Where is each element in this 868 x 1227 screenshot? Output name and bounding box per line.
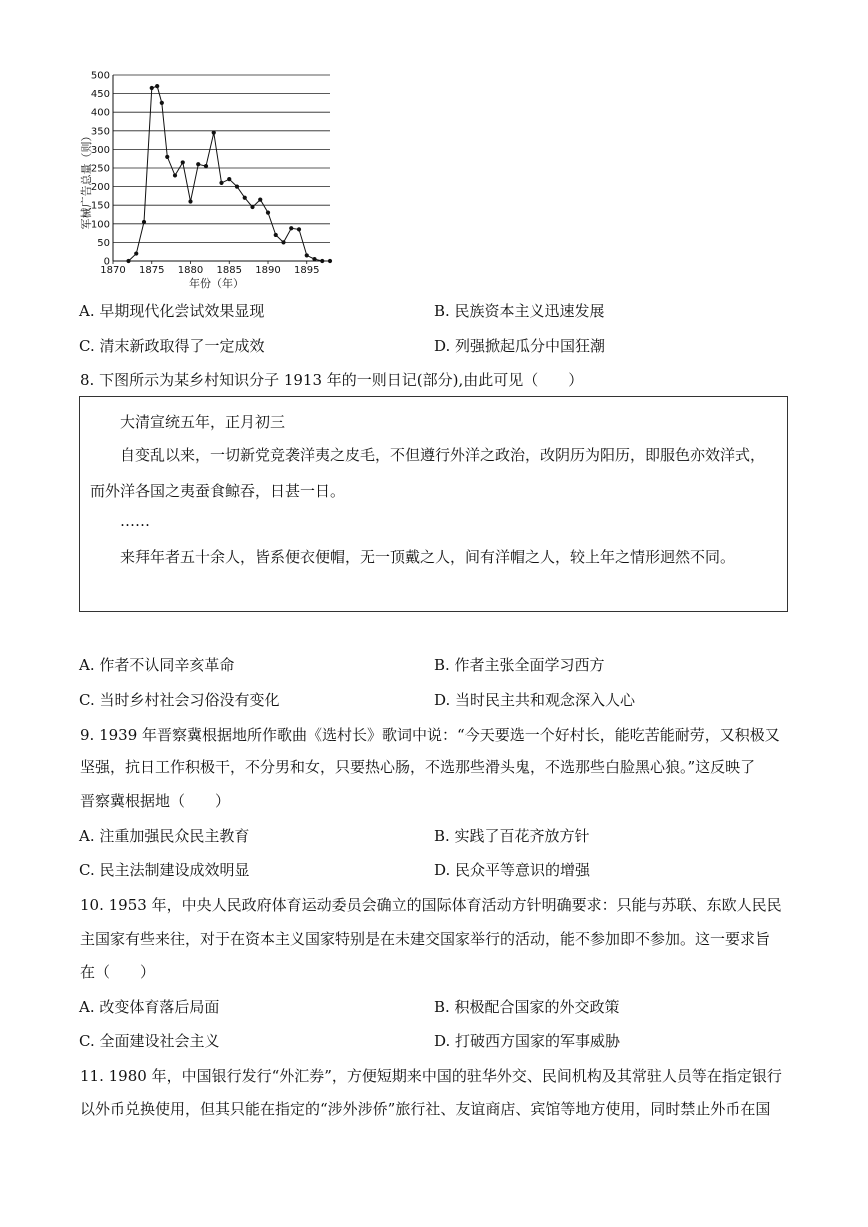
x-tick-label: 1885: [216, 265, 242, 276]
data-point: [181, 160, 185, 164]
y-tick-label: 0: [103, 256, 110, 268]
q9-stem-line-3: 晋察冀根据地（ ）: [80, 792, 231, 810]
data-point: [160, 101, 164, 105]
q9-stem-line-2: 坚强，抗日工作积极干，不分男和女，只要热心肠，不选那些滑头鬼，不选那些白脸黑心狼。”这反映了: [80, 758, 756, 776]
data-point: [212, 131, 216, 135]
q8-option-d[interactable]: D. 当时民主共和观念深入人心: [434, 691, 636, 709]
diary-line-3: 来拜年者五十余人，皆系便衣便帽，无一顶戴之人，间有洋帽之人，较上年之情形迥然不同。: [120, 548, 736, 566]
diary-date: 大清宣统五年，正月初三: [120, 413, 286, 431]
data-point: [266, 211, 270, 215]
q9-option-c[interactable]: C. 民主法制建设成效明显: [79, 861, 250, 879]
data-point: [328, 259, 332, 263]
x-tick-label: 1875: [139, 265, 165, 276]
data-point: [150, 86, 154, 90]
y-tick-label: 150: [90, 200, 110, 212]
data-point: [281, 240, 285, 244]
ad-count-chart: [70, 62, 350, 294]
data-point: [165, 155, 169, 159]
q7-option-c[interactable]: C. 清末新政取得了一定成效: [79, 337, 265, 355]
data-point: [258, 198, 262, 202]
data-point: [274, 233, 278, 237]
data-point: [312, 257, 316, 261]
diary-excerpt-box: [79, 396, 788, 612]
data-point: [219, 181, 223, 185]
data-point: [320, 259, 324, 263]
q11-stem-line-2: 以外币兑换使用，但其只能在指定的“涉外涉侨”旅行社、友谊商店、宾馆等地方使用，同时禁止外币在国: [80, 1100, 771, 1118]
y-axis-label: 军械广告总量（则）: [80, 130, 93, 230]
q10-option-c[interactable]: C. 全面建设社会主义: [79, 1032, 220, 1050]
data-point: [155, 84, 159, 88]
q8-option-a[interactable]: A. 作者不认同辛亥革命: [79, 656, 235, 674]
data-point: [305, 253, 309, 257]
data-point: [188, 199, 192, 203]
q10-stem-line-2: 主国家有些来往，对于在资本主义国家特别是在未建交国家举行的活动，能不参加即不参加。这一要求旨: [80, 930, 771, 948]
q9-option-d[interactable]: D. 民众平等意识的增强: [434, 861, 591, 879]
q10-option-d[interactable]: D. 打破西方国家的军事威胁: [434, 1032, 621, 1050]
diary-ellipsis: ……: [120, 512, 150, 530]
q10-option-a[interactable]: A. 改变体育落后局面: [79, 998, 220, 1016]
q9-option-b[interactable]: B. 实践了百花齐放方针: [434, 827, 590, 845]
data-point: [250, 205, 254, 209]
q10-option-b[interactable]: B. 积极配合国家的外交政策: [434, 998, 620, 1016]
q8-stem: 8. 下图所示为某乡村知识分子 1913 年的一则日记(部分),由此可见（ ）: [80, 371, 584, 389]
y-tick-label: 400: [90, 107, 110, 119]
x-tick-label: 1880: [177, 265, 204, 276]
y-tick-label: 200: [90, 182, 110, 194]
q8-option-b[interactable]: B. 作者主张全面学习西方: [434, 656, 605, 674]
y-tick-label: 100: [90, 219, 110, 231]
q9-stem-line-1: 9. 1939 年晋察冀根据地所作歌曲《选村长》歌词中说：“今天要选一个好村长，能吃苦能耐劳，又积极又: [80, 726, 780, 744]
x-tick-label: 1870: [100, 265, 126, 276]
data-point: [142, 220, 146, 224]
data-point: [134, 251, 138, 255]
data-point: [289, 226, 293, 230]
x-tick-label: 1890: [255, 265, 281, 276]
y-tick-label: 450: [90, 89, 110, 101]
y-tick-label: 50: [97, 237, 110, 249]
q9-option-a[interactable]: A. 注重加强民众民主教育: [79, 827, 250, 845]
y-tick-label: 350: [90, 126, 110, 138]
y-tick-label: 500: [90, 70, 110, 82]
x-tick-label: 1895: [294, 265, 320, 276]
diary-line-1: 自变乱以来，一切新党竞袭洋夷之皮毛，不但遵行外洋之政治，改阴历为阳历，即服色亦效洋式，: [120, 446, 766, 464]
data-point: [227, 177, 231, 181]
data-point: [243, 196, 247, 200]
q8-option-c[interactable]: C. 当时乡村社会习俗没有变化: [79, 691, 280, 709]
q7-option-a[interactable]: A. 早期现代化尝试效果显现: [79, 302, 265, 320]
q7-option-d[interactable]: D. 列强掀起瓜分中国狂潮: [434, 337, 606, 355]
y-tick-label: 250: [90, 163, 110, 175]
data-point: [126, 259, 130, 263]
y-tick-label: 300: [90, 144, 110, 156]
data-point: [196, 162, 200, 166]
ad-count-line-chart: [70, 62, 350, 294]
data-point: [173, 173, 177, 177]
x-axis-label: 年份（年）: [189, 277, 244, 290]
q10-stem-line-1: 10. 1953 年，中央人民政府体育运动委员会确立的国际体育活动方针明确要求：只能与苏联、东欧人民民: [80, 896, 782, 914]
data-point: [235, 185, 239, 189]
q7-option-b[interactable]: B. 民族资本主义迅速发展: [434, 302, 605, 320]
diary-line-2: 而外洋各国之夷蚕食鲸吞，日甚一日。: [90, 482, 346, 500]
data-point: [204, 164, 208, 168]
q11-stem-line-1: 11. 1980 年，中国银行发行“外汇券”，方便短期来中国的驻华外交、民间机构及其常驻人员等在指定银行: [80, 1067, 782, 1085]
data-point: [297, 227, 301, 231]
q10-stem-line-3: 在（ ）: [80, 963, 156, 981]
